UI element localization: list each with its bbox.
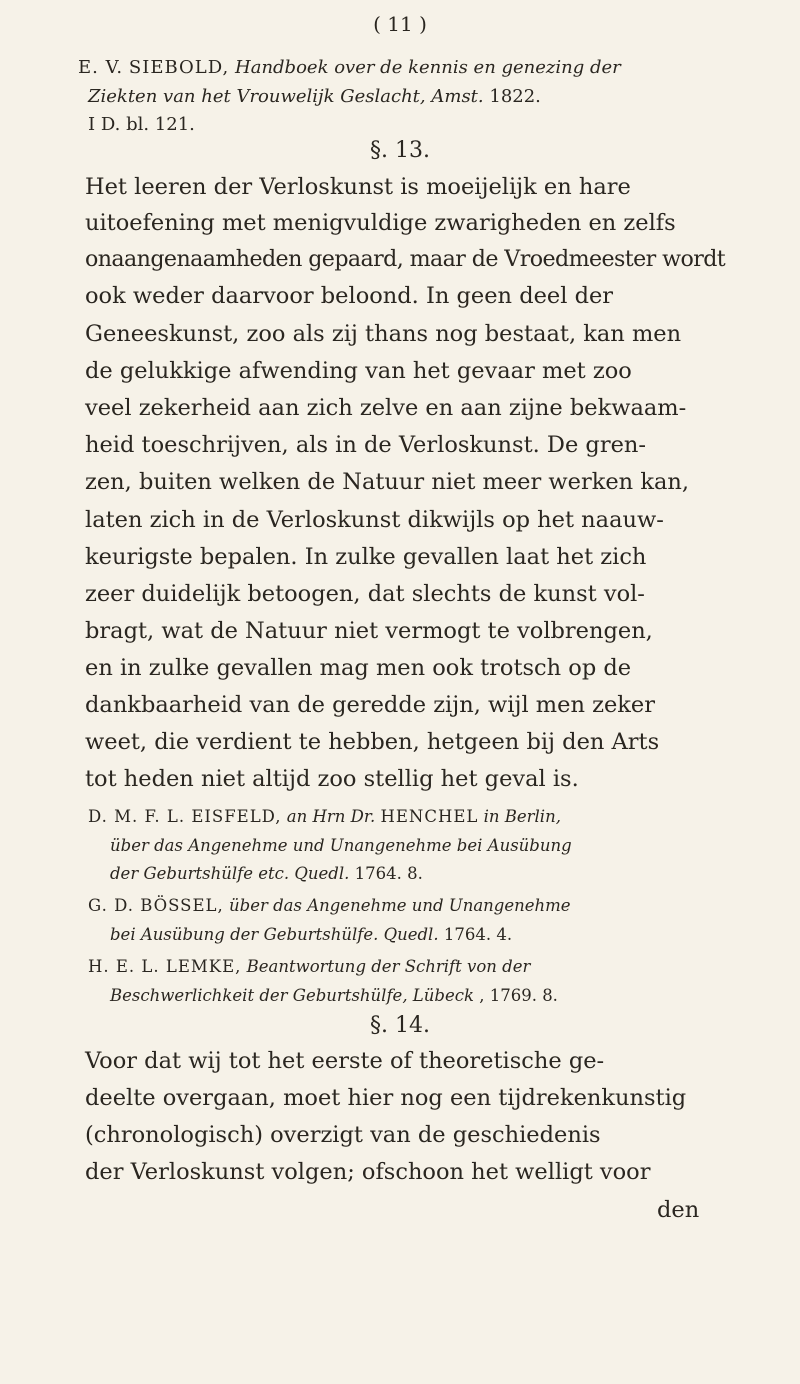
section-heading-13: §. 13. <box>370 138 430 163</box>
footnote-author: G. D. BÖSSEL, <box>88 896 224 915</box>
paragraph-line: weet, die verdient te hebben, hetgeen bij den Arts <box>85 729 660 755</box>
paragraph-line: zeer duidelijk betoogen, dat slechts de kunst vol- <box>85 581 645 607</box>
paragraph-line: keurigste bepalen. In zulke gevallen laat het zich <box>85 544 647 570</box>
footnote-title: Beantwortung der Schrift von der <box>246 957 531 976</box>
footnote-an: an Hrn Dr. <box>286 807 376 826</box>
footnote-author: D. M. F. L. EISFELD, <box>88 807 282 826</box>
footnote-year: 1764. 8. <box>354 864 423 883</box>
footnote-place: in Berlin, <box>483 807 561 826</box>
page-number: ( 11 ) <box>373 12 427 36</box>
reference-author: SIEBOLD, <box>128 57 230 78</box>
catchword: den <box>657 1197 700 1223</box>
reference-place: Amst. <box>431 86 484 107</box>
paragraph-line: en in zulke gevallen mag men ook trotsch op de <box>85 655 632 681</box>
paragraph-line: onaangenaamheden gepaard, maar de Vroedmeester wordt <box>85 246 726 272</box>
footnote-year: 1764. 4. <box>443 925 513 944</box>
reference-volume: I D. bl. 121. <box>88 114 195 135</box>
reference-prefix: E. V. <box>78 57 124 78</box>
reference-title-b: Ziekten van het Vrouwelijk Geslacht, <box>88 86 426 107</box>
footnote-year: , 1769. 8. <box>479 986 558 1005</box>
paragraph-line: veel zekerheid aan zich zelve en aan zijne bekwaam- <box>85 395 687 421</box>
paragraph-line: Voor dat wij tot het eerste of theoretische ge- <box>85 1048 605 1074</box>
footnote-lemke-line-1 <box>88 957 530 976</box>
reference-line-1 <box>78 57 621 78</box>
footnote-author: H. E. L. LEMKE, <box>88 957 242 976</box>
paragraph-line: ook weder daarvoor beloond. In geen deel der <box>85 283 614 309</box>
reference-title-a: Handboek over de kennis en genezing der <box>235 57 621 78</box>
paragraph-line: dankbaarheid van de geredde zijn, wijl men zeker <box>85 692 655 718</box>
footnote-eisfeld-line-2: über das Angenehme und Unangenehme bei Ausübung <box>110 836 572 855</box>
paragraph-line: uitoefening met menigvuldige zwarigheden en zelfs <box>85 210 676 236</box>
paragraph-line: heid toeschrijven, als in de Verloskunst. De gren- <box>85 432 646 458</box>
paragraph-line: Geneeskunst, zoo als zij thans nog bestaat, kan men <box>85 321 682 347</box>
paragraph-line: deelte overgaan, moet hier nog een tijdrekenkunstig <box>85 1085 687 1111</box>
footnote-title: Beschwerlichkeit der Geburtshülfe, Lübeck <box>110 986 474 1005</box>
footnote-title: bei Ausübung der Geburtshülfe. Quedl. <box>110 925 439 944</box>
footnote-title: über das Angenehme und Unangenehme <box>229 896 571 915</box>
footnote-eisfeld-line-1 <box>88 807 561 826</box>
paragraph-line: laten zich in de Verloskunst dikwijls op het naauw- <box>85 507 664 533</box>
paragraph-line: (chronologisch) overzigt van de geschiedenis <box>85 1122 601 1148</box>
paragraph-line: tot heden niet altijd zoo stellig het geval is. <box>85 766 579 792</box>
reference-year: 1822. <box>489 86 541 107</box>
paragraph-line: bragt, wat de Natuur niet vermogt te volbrengen, <box>85 618 653 644</box>
footnote-recipient: HENCHEL <box>380 807 479 826</box>
footnote-title: der Geburtshülfe etc. Quedl. <box>110 864 350 883</box>
footnote-bossel-line-1 <box>88 896 571 915</box>
paragraph-line: de gelukkige afwending van het gevaar met zoo <box>85 358 632 384</box>
paragraph-line: der Verloskunst volgen; ofschoon het welligt voor <box>85 1159 651 1185</box>
footnote-eisfeld-line-3 <box>110 864 423 883</box>
paragraph-line: zen, buiten welken de Natuur niet meer werken kan, <box>85 469 690 495</box>
paragraph-line: Het leeren der Verloskunst is moeijelijk en hare <box>85 174 631 200</box>
footnote-bossel-line-2 <box>110 925 512 944</box>
reference-line-2 <box>88 86 541 107</box>
section-heading-14: §. 14. <box>370 1013 430 1038</box>
footnote-lemke-line-2 <box>110 986 558 1005</box>
